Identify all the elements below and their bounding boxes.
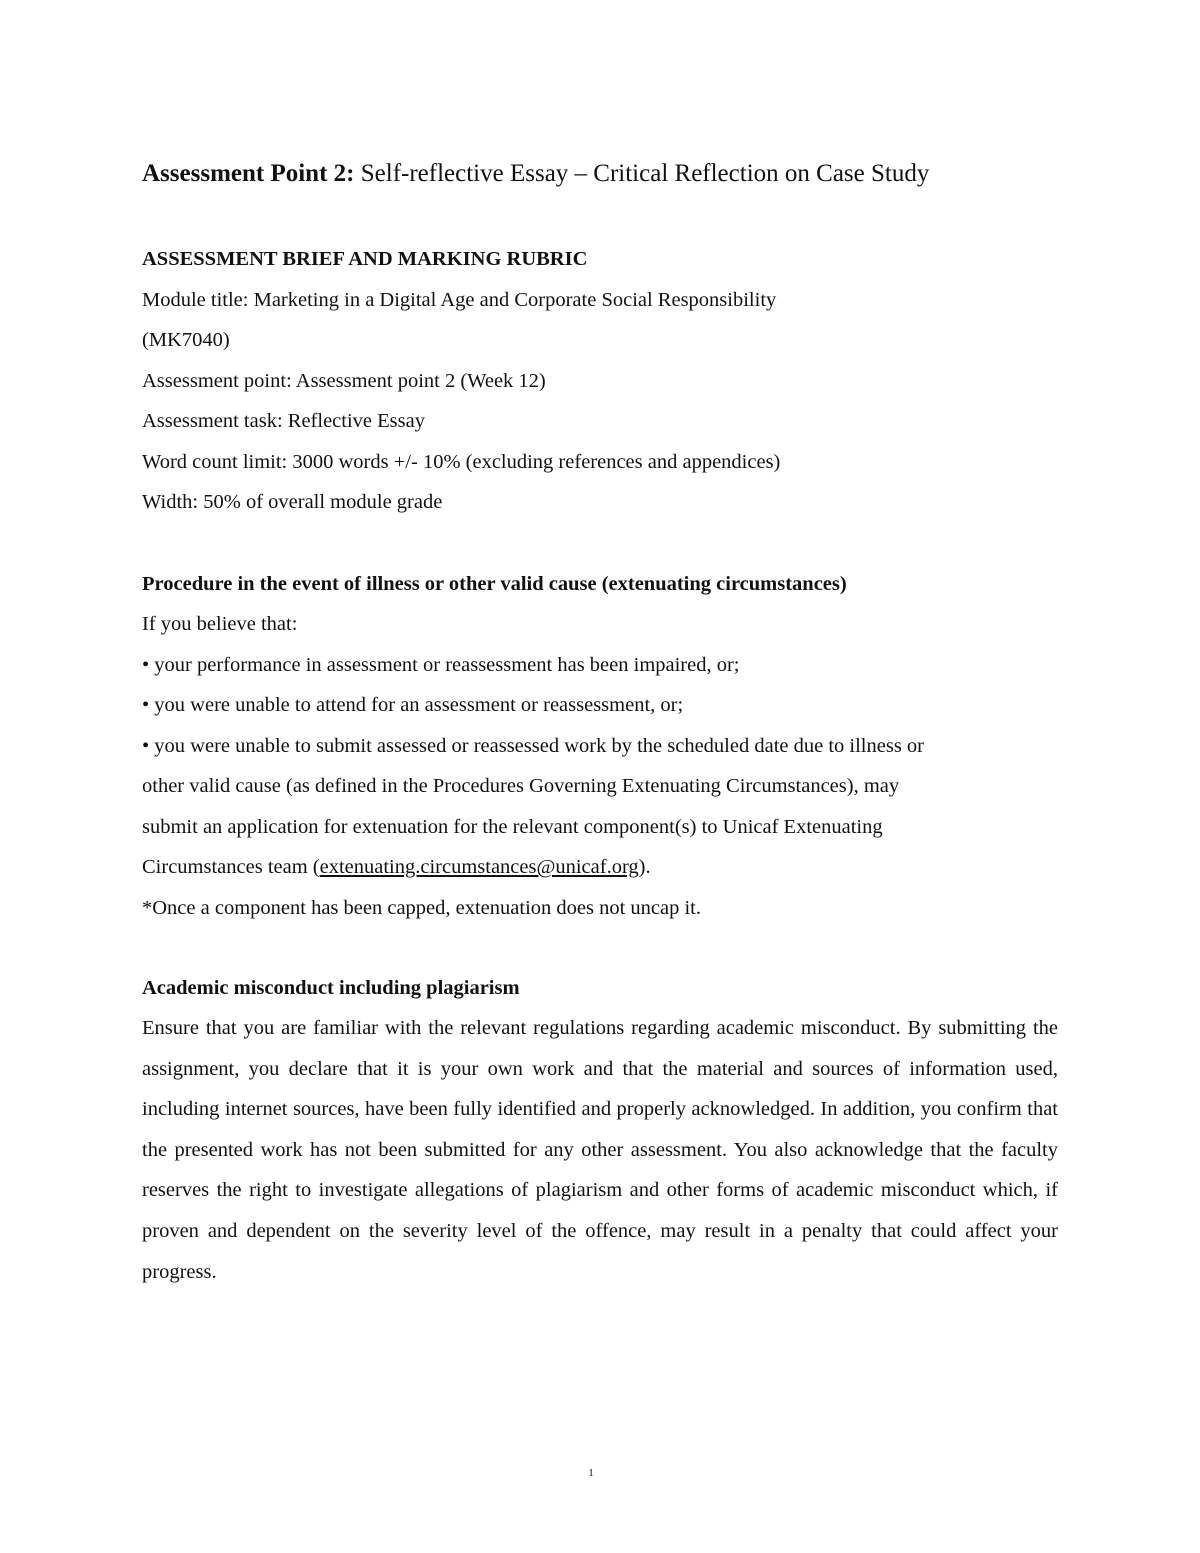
word-count: Word count limit: 3000 words +/- 10% (excluding references and appendices): [142, 451, 781, 473]
brief-heading: ASSESSMENT BRIEF AND MARKING RUBRIC: [142, 248, 588, 270]
extenuating-bullet-3-line-2: other valid cause (as defined in the Procedures Governing Extenuating Circumstances), may: [142, 775, 900, 797]
extenuating-bullet-3-line-3: submit an application for extenuation for the relevant component(s) to Unicaf Extenuating: [142, 816, 883, 838]
extenuating-bullet-3-line-1: • you were unable to submit assessed or reassessed work by the scheduled date due to illness or: [142, 735, 925, 757]
email-suffix: ).: [638, 856, 651, 878]
assessment-point: Assessment point: Assessment point 2 (Week 12): [142, 370, 546, 392]
extenuating-note: *Once a component has been capped, extenuation does not uncap it.: [142, 897, 702, 919]
module-weight: Width: 50% of overall module grade: [142, 491, 443, 513]
page-number: 1: [588, 1467, 594, 1479]
extenuating-bullet-2: • you were unable to attend for an assessment or reassessment, or;: [142, 694, 684, 716]
email-link[interactable]: extenuating.circumstances@unicaf.org: [319, 856, 639, 878]
email-prefix: Circumstances team (: [142, 856, 320, 878]
extenuating-bullet-3-line-4: [142, 853, 651, 881]
extenuating-bullet-1: • your performance in assessment or reassessment has been impaired, or;: [142, 654, 740, 676]
misconduct-heading: Academic misconduct including plagiarism: [142, 977, 520, 999]
module-code: (MK7040): [142, 329, 230, 351]
title-rest: Self-reflective Essay – Critical Reflection on Case Study: [354, 160, 930, 187]
assessment-task: Assessment task: Reflective Essay: [142, 410, 425, 432]
module-title: Module title: Marketing in a Digital Age and Corporate Social Responsibility: [142, 289, 777, 311]
title-bold: Assessment Point 2:: [142, 160, 355, 187]
misconduct-body: Ensure that you are familiar with the relevant regulations regarding academic misconduct. By submitting the assignment, you declare that it is your own work and that the material and sources of information used, including internet sources, have been fully identified and properly acknowledged. In addition, you confirm that the presented work has not been submitted for any other assessment. You also acknowledge that the faculty reserves the right to investigate allegations of plagiarism and other forms of academic misconduct which, if proven and dependent on the severity level of the offence, may result in a penalty that could affect your progress.: [142, 1017, 1058, 1283]
document-title: [142, 156, 929, 192]
extenuating-heading: Procedure in the event of illness or other valid cause (extenuating circumstances): [142, 573, 847, 595]
extenuating-intro: If you believe that:: [142, 613, 298, 635]
